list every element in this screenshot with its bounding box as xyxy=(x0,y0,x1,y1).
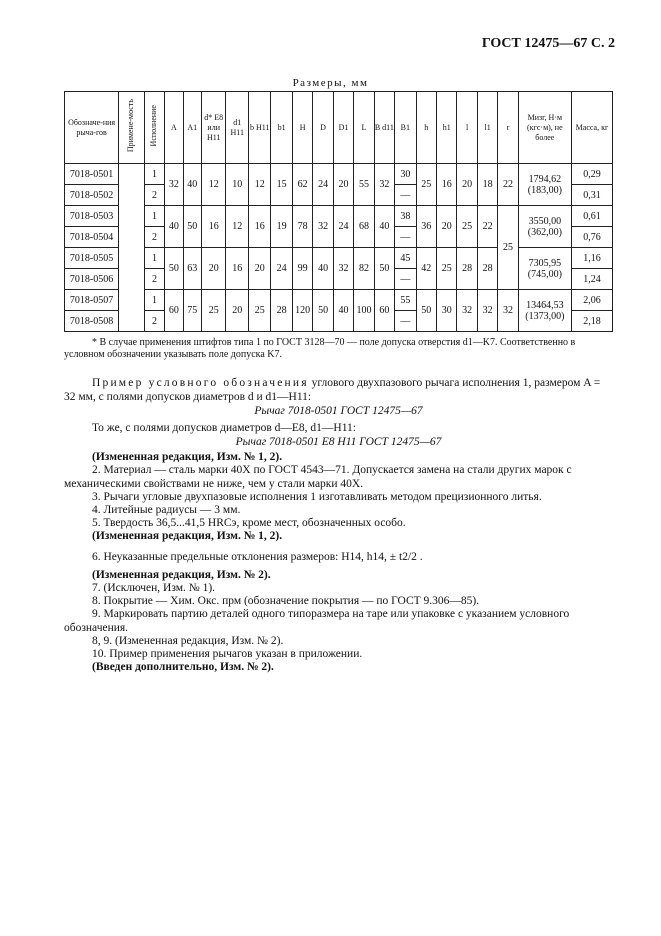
note-item: 9. Маркировать партию деталей одного типоразмера на таре или упаковке с указанием условного обозначения. xyxy=(64,608,570,634)
D1-cell: 20 xyxy=(333,164,353,206)
M-cell: 1794,62 (183,00) xyxy=(518,164,571,206)
designation-cell: 7018-0507 xyxy=(65,290,119,311)
b1-cell: 15 xyxy=(271,164,292,206)
col-B: B d11 xyxy=(374,92,394,164)
designation-cell: 7018-0502 xyxy=(65,185,119,206)
designation-cell: 7018-0506 xyxy=(65,269,119,290)
B-cell: 32 xyxy=(374,164,394,206)
col-mass: Масса, кг xyxy=(571,92,612,164)
h1-cell: 30 xyxy=(437,290,457,332)
h-cell: 25 xyxy=(416,164,436,206)
b1-cell: 19 xyxy=(271,206,292,248)
footnote: * В случае применения штифтов типа 1 по ГОСТ 3128—70 — поле допуска отверстия d1—K7. Соответственно в условном обозначении указывать поле допуска K7. xyxy=(64,337,576,360)
L-cell: 82 xyxy=(354,248,374,290)
H-cell: 99 xyxy=(292,248,312,290)
H-cell: 62 xyxy=(292,164,312,206)
col-d: d* E8 или H11 xyxy=(201,92,226,164)
col-r: r xyxy=(498,92,518,164)
B1-cell: 30 xyxy=(395,164,416,185)
execution-cell: 2 xyxy=(144,185,164,206)
note-item: (Измененная редакция, Изм. № 1, 2). xyxy=(92,530,283,542)
A-cell: 32 xyxy=(165,164,183,206)
execution-cell: 1 xyxy=(144,206,164,227)
h-cell: 42 xyxy=(416,248,436,290)
designation-cell: 7018-0505 xyxy=(65,248,119,269)
col-D1: D1 xyxy=(333,92,353,164)
example-same: То же, с полями допусков диаметров d—E8, d1—H11: xyxy=(92,422,356,434)
l1-cell: 28 xyxy=(477,248,497,290)
B1-cell: 38 xyxy=(395,206,416,227)
note-item: 4. Литейные радиусы — 3 мм. xyxy=(92,504,241,516)
d1-cell: 10 xyxy=(226,164,248,206)
col-l: l xyxy=(457,92,477,164)
b1-cell: 28 xyxy=(271,290,292,332)
h-cell: 36 xyxy=(416,206,436,248)
l-cell: 25 xyxy=(457,206,477,248)
B1-cell: 55 xyxy=(395,290,416,311)
note-item: 5. Твердость 36,5...41,5 HRCэ, кроме мест, обозначенных особо. xyxy=(92,517,406,529)
example-formula-2: Рычаг 7018-0501 Е8 Н11 ГОСТ 12475—67 xyxy=(235,436,442,448)
L-cell: 100 xyxy=(354,290,374,332)
r-cell: 22 xyxy=(498,164,518,206)
h-cell: 50 xyxy=(416,290,436,332)
designation-cell: 7018-0501 xyxy=(65,164,119,185)
B1-cell: — xyxy=(395,311,416,332)
D1-cell: 32 xyxy=(333,248,353,290)
col-B1: B1 xyxy=(395,92,416,164)
A-cell: 40 xyxy=(165,206,183,248)
example-formula-1: Рычаг 7018-0501 ГОСТ 12475—67 xyxy=(254,405,423,417)
h1-cell: 16 xyxy=(437,164,457,206)
l1-cell: 22 xyxy=(477,206,497,248)
designation-cell: 7018-0508 xyxy=(65,311,119,332)
execution-cell: 2 xyxy=(144,269,164,290)
d-cell: 20 xyxy=(201,248,226,290)
D-cell: 40 xyxy=(313,248,333,290)
h1-cell: 25 xyxy=(437,248,457,290)
A-cell: 60 xyxy=(165,290,183,332)
A-cell: 50 xyxy=(165,248,183,290)
l-cell: 32 xyxy=(457,290,477,332)
h1-cell: 20 xyxy=(437,206,457,248)
col-execution: Исполнение xyxy=(144,92,164,164)
D-cell: 32 xyxy=(313,206,333,248)
A1-cell: 75 xyxy=(183,290,201,332)
col-d1: d1 H11 xyxy=(226,92,248,164)
B1-cell: — xyxy=(395,269,416,290)
D1-cell: 24 xyxy=(333,206,353,248)
designation-cell: 7018-0504 xyxy=(65,227,119,248)
H-cell: 120 xyxy=(292,290,312,332)
note-item: (Измененная редакция, Изм. № 2). xyxy=(92,569,271,581)
mass-cell: 2,18 xyxy=(571,311,612,332)
B1-cell: 45 xyxy=(395,248,416,269)
designation-cell: 7018-0503 xyxy=(65,206,119,227)
col-application: Примене-мость xyxy=(119,92,145,164)
note-item: 8, 9. (Измененная редакция, Изм. № 2). xyxy=(92,635,284,647)
l1-cell: 18 xyxy=(477,164,497,206)
b-cell: 25 xyxy=(248,290,270,332)
col-h: h xyxy=(416,92,436,164)
application-cell xyxy=(119,164,145,332)
mass-cell: 0,29 xyxy=(571,164,612,185)
col-b1: b1 xyxy=(271,92,292,164)
mass-cell: 2,06 xyxy=(571,290,612,311)
table-header-row xyxy=(65,92,613,164)
table-row xyxy=(65,248,613,269)
execution-cell: 1 xyxy=(144,248,164,269)
mass-cell: 0,61 xyxy=(571,206,612,227)
col-D: D xyxy=(313,92,333,164)
table-row xyxy=(65,206,613,227)
A1-cell: 50 xyxy=(183,206,201,248)
mass-cell: 0,31 xyxy=(571,185,612,206)
table-row xyxy=(65,290,613,311)
col-L: L xyxy=(354,92,374,164)
mass-cell: 1,16 xyxy=(571,248,612,269)
b1-cell: 24 xyxy=(271,248,292,290)
page-header: ГОСТ 12475—67 С. 2 xyxy=(481,36,615,51)
A1-cell: 63 xyxy=(183,248,201,290)
b-cell: 20 xyxy=(248,248,270,290)
D1-cell: 40 xyxy=(333,290,353,332)
execution-cell: 1 xyxy=(144,164,164,185)
d1-cell: 12 xyxy=(226,206,248,248)
M-cell: 13464,53 (1373,00) xyxy=(518,290,571,332)
d-cell: 16 xyxy=(201,206,226,248)
d1-cell: 16 xyxy=(226,248,248,290)
dimensions-table xyxy=(64,91,613,332)
col-M: Mизг, Н·м (кгс·м), не более xyxy=(518,92,571,164)
table-caption: Размеры, мм xyxy=(292,77,369,89)
l1-cell: 32 xyxy=(477,290,497,332)
l-cell: 28 xyxy=(457,248,477,290)
l-cell: 20 xyxy=(457,164,477,206)
B-cell: 40 xyxy=(374,206,394,248)
r-cell: 25 xyxy=(498,206,518,290)
note-item: 3. Рычаги угловые двухпазовые исполнения 1 изготавливать методом прецизионного литья. xyxy=(92,491,542,503)
B-cell: 50 xyxy=(374,248,394,290)
execution-cell: 1 xyxy=(144,290,164,311)
D-cell: 24 xyxy=(313,164,333,206)
col-h1: h1 xyxy=(437,92,457,164)
note-item: 8. Покрытие — Хим. Окс. прм (обозначение покрытия — по ГОСТ 9.306—85). xyxy=(92,595,480,607)
note-item: 6. Неуказанные предельные отклонения размеров: H14, h14, ± t2/2 . xyxy=(92,551,423,563)
example-paragraph: Пример условного обозначения углового двухпазового рычага исполнения 1, размером A = 32 мм, с полями допусков диаметров d и d1—H11: xyxy=(64,377,601,403)
col-H: H xyxy=(292,92,312,164)
H-cell: 78 xyxy=(292,206,312,248)
D-cell: 50 xyxy=(313,290,333,332)
mass-cell: 0,76 xyxy=(571,227,612,248)
note-item: (Введен дополнительно, Изм. № 2). xyxy=(92,661,274,673)
B1-cell: — xyxy=(395,185,416,206)
b-cell: 16 xyxy=(248,206,270,248)
note-item: 2. Материал — сталь марки 40Х по ГОСТ 4543—71. Допускается замена на стали других марок с механическими свойствами не ниже, чем у стали марки 40Х. xyxy=(64,464,572,490)
note-item: 7. (Исключен, Изм. № 1). xyxy=(92,582,216,594)
d1-cell: 20 xyxy=(226,290,248,332)
col-designation: Обозначе-ния рыча-гов xyxy=(65,92,119,164)
col-A1: A1 xyxy=(183,92,201,164)
table-row xyxy=(65,164,613,185)
L-cell: 55 xyxy=(354,164,374,206)
M-cell: 7305,95 (745,00) xyxy=(518,248,571,290)
d-cell: 25 xyxy=(201,290,226,332)
M-cell: 3550,00 (362,00) xyxy=(518,206,571,248)
L-cell: 68 xyxy=(354,206,374,248)
mass-cell: 1,24 xyxy=(571,269,612,290)
col-A: A xyxy=(165,92,183,164)
note-item: (Измененная редакция, Изм. № 1, 2). xyxy=(92,451,283,463)
r-cell: 32 xyxy=(498,290,518,332)
b-cell: 12 xyxy=(248,164,270,206)
col-l1: l1 xyxy=(477,92,497,164)
execution-cell: 2 xyxy=(144,311,164,332)
B-cell: 60 xyxy=(374,290,394,332)
d-cell: 12 xyxy=(201,164,226,206)
A1-cell: 40 xyxy=(183,164,201,206)
B1-cell: — xyxy=(395,227,416,248)
note-item: 10. Пример применения рычагов указан в приложении. xyxy=(92,648,363,660)
execution-cell: 2 xyxy=(144,227,164,248)
col-b: b H11 xyxy=(248,92,270,164)
